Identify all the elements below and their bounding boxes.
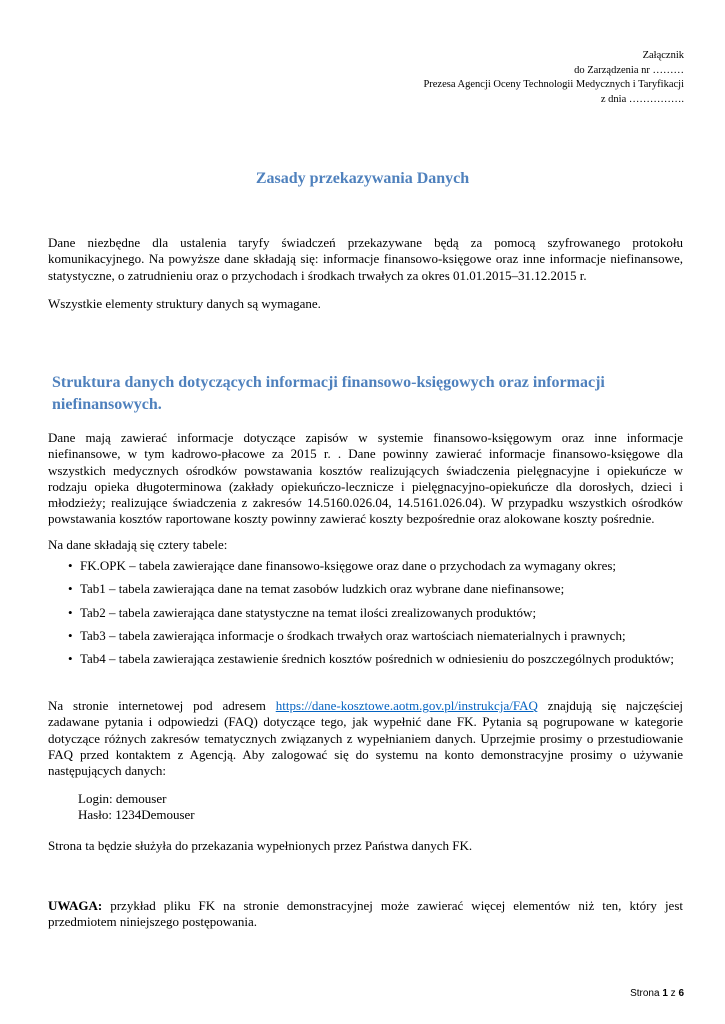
password-line: Hasło: 1234Demouser [78,807,195,823]
faq-link[interactable]: https://dane-kosztowe.aotm.gov.pl/instrukcja/FAQ [275,698,538,713]
annex-header [423,49,684,107]
requirement-paragraph: Wszystkie elementy struktury danych są wymagane. [48,296,321,311]
tables-list [68,558,683,667]
total-pages: 6 [678,988,684,999]
list-item-text: Tab2 – tabela zawierająca dane statystyczne na temat ilości zrealizowanych produktów; [80,604,537,620]
ordinance-line: do Zarządzenia nr ……… [574,64,684,76]
section-heading: Struktura danych dotyczących informacji finansowo-księgowych oraz informacji niefinansowych. [52,374,605,413]
bullet-icon: • [68,558,73,573]
page-label: Strona [630,988,660,999]
annex-line: Załącznik [642,50,684,61]
list-item [68,605,683,621]
list-item [68,651,683,667]
intro-paragraph: Dane niezbędne dla ustalenia taryfy świadczeń przekazywane będą za pomocą szyfrowanego protokołu komunikacyjnego. Na powyższe dane składają się: informacje finansowo-księgowe oraz inne informacje niefinansowe, statystyczne, o zatrudnieniu oraz o przychodach i środkach trwałych za okres 01.01.2015–31.12.2015 r. [48,235,683,283]
faq-text-after: znajdują się najczęściej zadawane pytania i odpowiedzi (FAQ) dotyczące tego, jak wypełnić dane FK. Pytania są pogrupowane w kategorie dotyczące różnych zakresów tematycznych związanych z wypełnianiem danych. Uprzejmie prosimy o przestudiowanie FAQ przed kontaktem z Agencją. Aby zalogować się do systemu na konto demonstracyjne prosimy o używanie następujących danych: [48,698,684,779]
bullet-icon: • [68,604,73,620]
president-line: Prezesa Agencji Oceny Technologii Medycznych i Taryfikacji [423,79,684,90]
faq-text-before: Na stronie internetowej pod adresem [48,698,276,713]
list-item-text: FK.OPK – tabela zawierające dane finansowo-księgowe oraz dane o przychodach za wymagany okres; [80,558,617,573]
list-item-text: Tab4 – tabela zawierająca zestawienie średnich kosztów pośrednich w odniesieniu do poszczególnych produktów; [80,651,674,667]
credentials-block [78,791,195,824]
tables-intro: Na dane składają się cztery tabele: [48,537,228,552]
bullet-icon: • [68,581,73,597]
date-line: z dnia ……………. [600,93,684,105]
list-item-text: Tab1 – tabela zawierająca dane na temat zasobów ludzkich oraz wybrane dane niefinansowe; [80,581,565,597]
list-item [68,628,683,644]
login-line: Login: demouser [78,791,167,806]
section-paragraph: Dane mają zawierać informacje dotyczące zapisów w systemie finansowo-księgowym oraz inne informacje niefinansowe, w tym kadrowo-płacowe za 2015 r. . Dane powinny zawierać informacje finansowo-księgowe dla wszystkich medycznych ośrodków powstawania kosztów realizujących świadczenia pielęgnacyjne i opiekuńcze w rodzaju opieka długoterminowa (zakłady opiekuńczo-lecznicze i pielęgnacyjno-opiekuńcze dla dorosłych, dzieci i młodzieży; realizujące świadczenia z zakresów 14.5160.026.04, 14.5161.026.04). W przypadku wszystkich ośrodków powstawania kosztów raportowane koszty powinny zawierać koszty bezpośrednie oraz alokowane koszty pośrednie. [48,430,683,527]
faq-paragraph [48,698,683,779]
warning-label: UWAGA: [48,898,103,913]
bullet-icon: • [68,651,73,667]
page-number [630,988,684,999]
warning-text: przykład pliku FK na stronie demonstracyjnej może zawierać więcej elementów niż ten, który jest przedmiotem niniejszego postępowania. [48,898,683,930]
page-of: z [670,988,676,999]
list-item [68,558,683,574]
page-title: Zasady przekazywania Danych [255,170,470,187]
warning-paragraph [48,898,683,931]
current-page: 1 [662,988,668,999]
list-item-text: Tab3 – tabela zawierająca informacje o środkach trwałych oraz wartościach niematerialnych i prawnych; [80,627,626,643]
bullet-icon: • [68,627,73,643]
transfer-note: Strona ta będzie służyła do przekazania wypełnionych przez Państwa danych FK. [48,838,473,853]
list-item [68,581,683,597]
